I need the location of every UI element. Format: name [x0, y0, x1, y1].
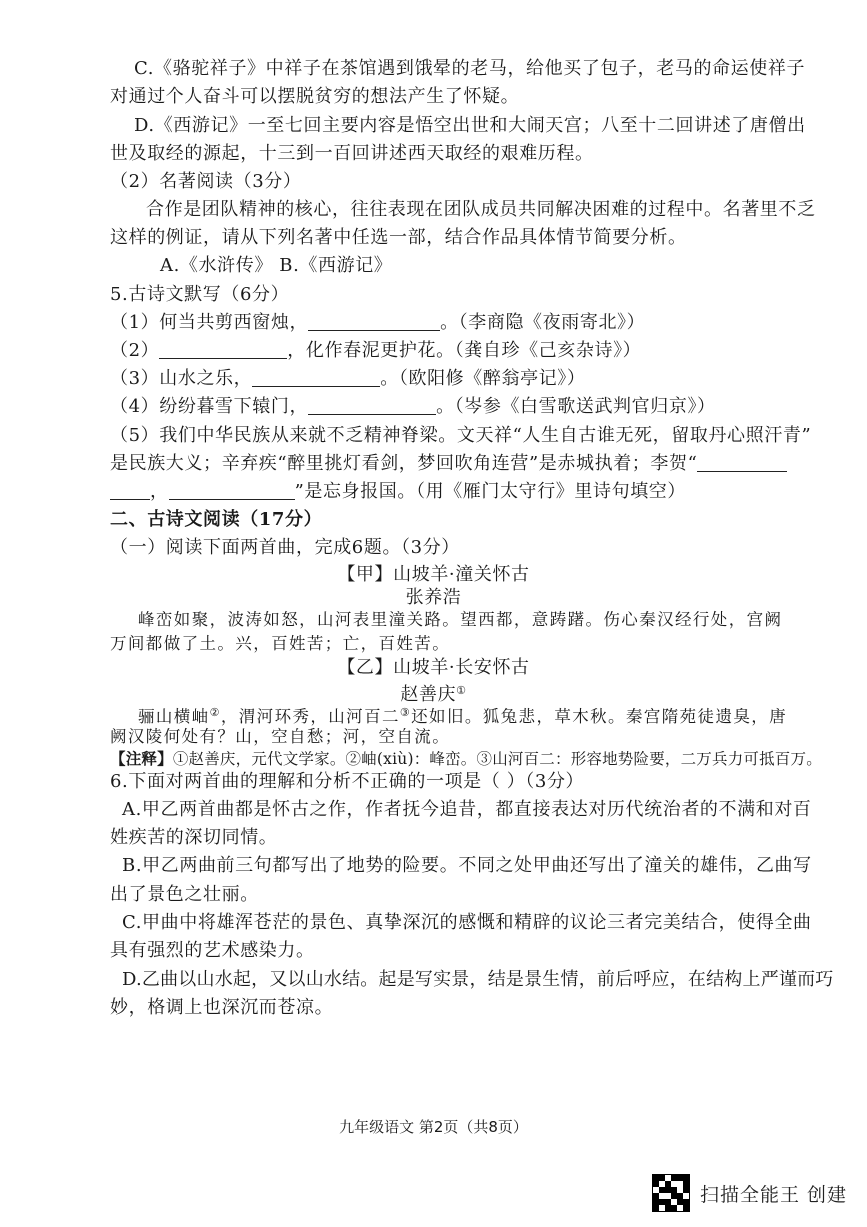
q6-option-d-line2: 妙，格调上也深沉而苍凉。	[110, 997, 334, 1018]
q5-item-1-prefix: （1）何当共剪西窗烛，	[110, 312, 309, 333]
fill-blank[interactable]	[308, 312, 440, 331]
poem-b-line1-c: 还如旧。狐兔悲，草木秋。秦宫隋苑徒遗臭，唐	[411, 707, 788, 726]
q4-option-d-line1: D.《西游记》一至七回主要内容是悟空出世和大闹天宫；八至十二回讲述了唐僧出	[134, 115, 806, 136]
q5-item-5-line2	[110, 451, 787, 477]
section-2-intro: （一）阅读下面两首曲，完成6题。（3分）	[110, 537, 460, 558]
q4-2-title: （2）名著阅读（3分）	[110, 171, 302, 192]
q4-option-c-line2: 对通过个人奋斗可以摆脱贫穷的想法产生了怀疑。	[110, 86, 520, 107]
poem-b-line2: 阙汉陵何处有？山，空自愁；河，空自流。	[110, 727, 451, 746]
fill-blank[interactable]	[110, 481, 150, 500]
q4-2-prompt-line2: 这样的例证，请从下列名著中任选一部，结合作品具体情节简要分析。	[110, 227, 687, 248]
q5-item-3-prefix: （3）山水之乐，	[110, 368, 253, 389]
q5-item-5-line3	[110, 479, 686, 505]
q4-2-prompt-line1: 合作是团队精神的核心，往往表现在团队成员共同解决困难的过程中。名著里不乏	[146, 199, 816, 220]
q6-option-a-line1: A.甲乙两首曲都是怀古之作，作者抚今追昔，都直接表达对历代统治者的不满和对百	[122, 799, 812, 820]
q6-option-b-line2: 出了景色之壮丽。	[110, 884, 259, 905]
q5-item-5-suffix: ”是忘身报国。（用《雁门太守行》里诗句填空）	[294, 481, 687, 502]
q5-item-4	[110, 394, 716, 420]
scanner-watermark	[652, 1174, 847, 1212]
poem-a-line2: 万间都做了土。兴，百姓苦；亡，百姓苦。	[110, 634, 451, 653]
poem-b-note-3: ③	[399, 706, 412, 719]
q6-option-d-line1: D.乙曲以山水起，又以山水结。起是写实景，结是景生情，前后呼应，在结构上严谨而巧	[122, 969, 834, 990]
annotation-label: 【注释】	[110, 749, 173, 768]
fill-blank[interactable]	[697, 453, 787, 472]
q6-option-b-line1: B.甲乙两曲前三句都写出了地势的险要。不同之处甲曲还写出了潼关的雄伟，乙曲写	[122, 855, 812, 876]
poem-b-line1-b: ，渭河环秀，山河百二	[220, 707, 400, 726]
watermark-text: 扫描全能王 创建	[700, 1183, 848, 1206]
q5-item-5-line1: （5）我们中华民族从来就不乏精神脊梁。文天祥“人生自古谁无死，留取丹心照汗青”	[110, 425, 812, 446]
q5-title: 5.古诗文默写（6分）	[110, 284, 290, 305]
q5-item-4-prefix: （4）纷纷暮雪下辕门，	[110, 396, 309, 417]
q5-item-2-suffix: ，化作春泥更护花。（龚自珍《己亥杂诗》）	[287, 340, 642, 361]
q5-item-2-prefix: （2）	[110, 340, 160, 361]
poem-a-line1: 峰峦如聚，波涛如怒，山河表里潼关路。望西都，意踌躇。伤心秦汉经行处，宫阙	[138, 610, 783, 629]
q4-option-d-line2: 世及取经的源起，十三到一百回讲述西天取经的艰难历程。	[110, 143, 594, 164]
poem-a-title: 【甲】山坡羊·潼关怀古	[337, 564, 530, 585]
fill-blank[interactable]	[169, 481, 295, 500]
q4-2-options: A.《水浒传》 B.《西游记》	[160, 255, 393, 276]
fill-blank[interactable]	[159, 340, 287, 359]
q5-item-4-suffix: 。（岑参《白雪歌送武判官归京》）	[436, 396, 716, 417]
fill-blank[interactable]	[308, 396, 436, 415]
q5-item-2	[110, 338, 641, 364]
q5-item-1	[110, 310, 645, 336]
poem-b-title: 【乙】山坡羊·长安怀古	[337, 657, 530, 678]
q5-item-3	[110, 366, 585, 392]
page-footer: 九年级语文 第2页（共8页）	[339, 1118, 528, 1136]
annotation-text: ①赵善庆，元代文学家。②岫(xiù)：峰峦。③山河百二：形容地势险要，二万兵力可抵百万。	[172, 750, 822, 768]
q5-item-5-line2-text: 是民族大义；辛弃疾“醉里挑灯看剑，梦回吹角连营”是赤城执着；李贺“	[110, 453, 698, 474]
q6-stem: 6.下面对两首曲的理解和分析不正确的一项是（ ）（3分）	[110, 771, 585, 792]
fill-blank[interactable]	[252, 368, 380, 387]
q5-item-5-comma: ，	[150, 481, 169, 502]
poem-b-note-2: ②	[209, 706, 221, 719]
poem-b-author-note: ①	[456, 684, 467, 697]
q6-option-c-line2: 具有强烈的艺术感染力。	[110, 940, 315, 961]
poem-a-author: 张养浩	[405, 587, 462, 608]
q5-item-3-suffix: 。（欧阳修《醉翁亭记》）	[380, 368, 586, 389]
poem-b-line1-a: 骊山横岫	[138, 707, 210, 726]
q5-item-1-suffix: 。（李商隐《夜雨寄北》）	[440, 312, 646, 333]
section-2-title: 二、古诗文阅读（17分）	[110, 509, 323, 530]
q4-option-c-line1: C.《骆驼祥子》中祥子在茶馆遇到饿晕的老马，给他买了包子，老马的命运使祥子	[134, 58, 806, 79]
qr-code-icon	[652, 1174, 690, 1212]
poem-b-author-name: 赵善庆	[400, 684, 457, 705]
q6-option-a-line2: 姓疾苦的深切同情。	[110, 827, 278, 848]
q6-option-c-line1: C.甲曲中将雄浑苍茫的景色、真挚深沉的感慨和精辟的议论三者完美结合，使得全曲	[122, 912, 812, 933]
